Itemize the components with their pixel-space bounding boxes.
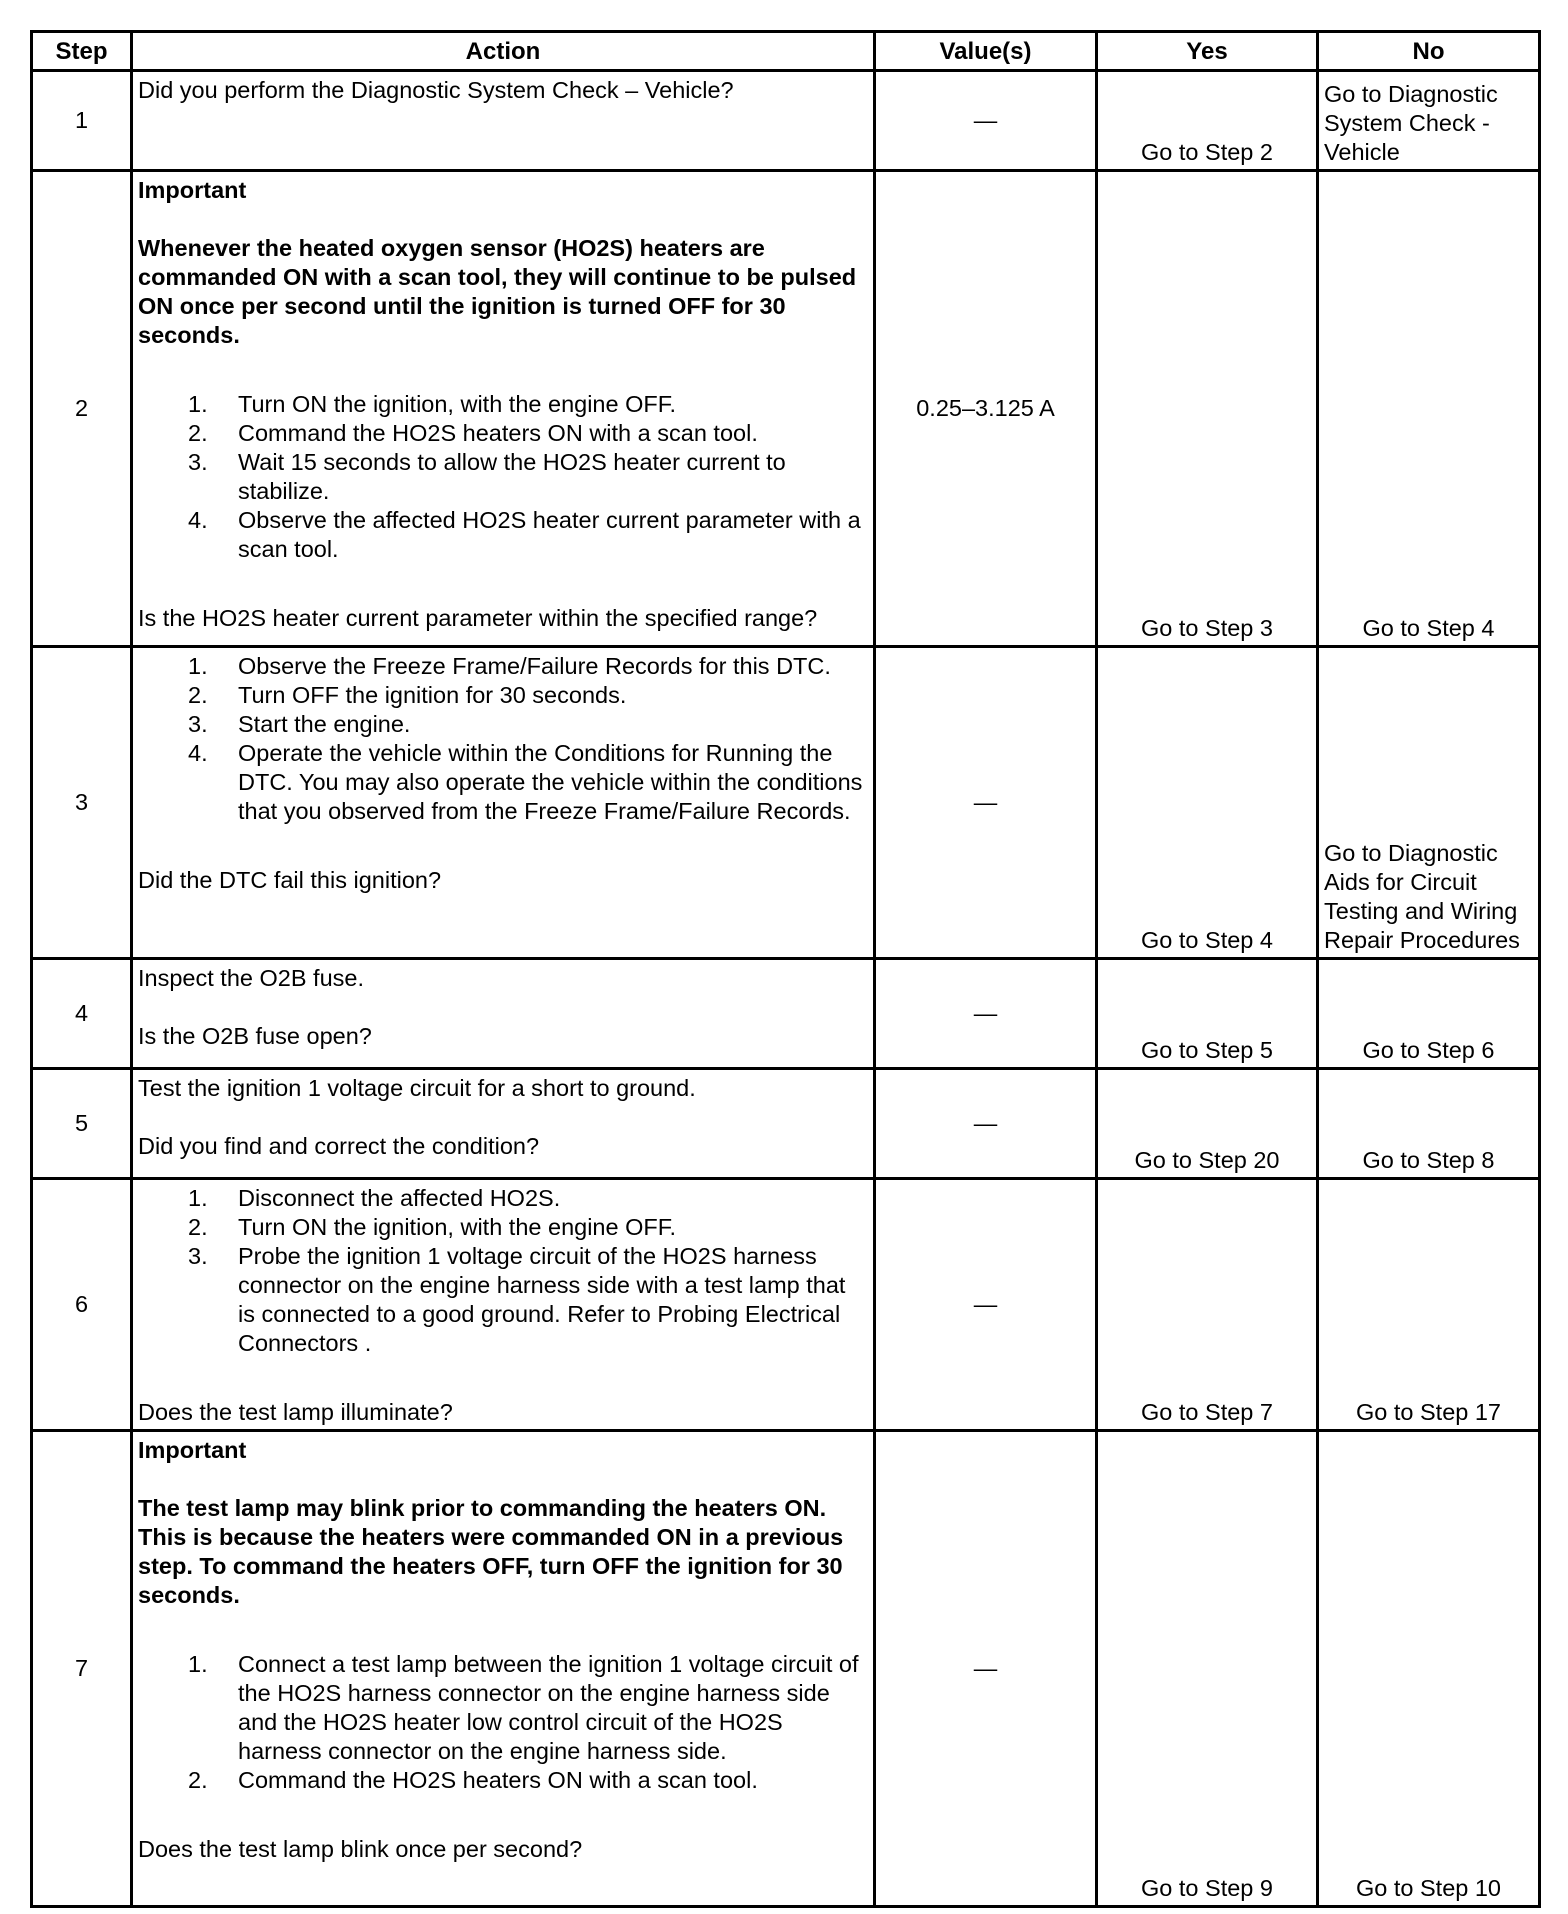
list-item: 3. Start the engine. bbox=[188, 711, 411, 737]
action-cell bbox=[132, 1069, 875, 1179]
action-cell bbox=[132, 71, 875, 171]
action-cell bbox=[132, 1179, 875, 1431]
action-cell bbox=[132, 171, 875, 647]
action-question: Does the test lamp illuminate? bbox=[138, 1399, 453, 1425]
yes-cell: Go to Step 20 bbox=[1097, 1069, 1318, 1179]
diagnostic-table bbox=[30, 30, 1541, 1908]
list-item: 2. Command the HO2S heaters ON with a scan tool. bbox=[188, 420, 758, 446]
important-text: Whenever the heated oxygen sensor (HO2S) heaters are commanded ON with a scan tool, they will continue to be pulsed ON once per second until the ignition is turned OFF for 30 seconds. bbox=[138, 235, 857, 348]
action-question: Is the O2B fuse open? bbox=[138, 1023, 372, 1049]
action-cell bbox=[132, 647, 875, 959]
step-list bbox=[138, 1650, 868, 1795]
action-question: Is the HO2S heater current parameter within the specified range? bbox=[138, 605, 818, 631]
step-number: 6 bbox=[32, 1179, 132, 1431]
action-text: Did you perform the Diagnostic System Check – Vehicle? bbox=[138, 77, 734, 103]
value-cell: — bbox=[875, 959, 1097, 1069]
step-list bbox=[138, 390, 868, 564]
important-text: The test lamp may blink prior to commanding the heaters ON. This is because the heaters were commanded ON in a previous step. To command the heaters OFF, turn OFF the ignition for 30 seconds. bbox=[138, 1495, 844, 1608]
no-cell: Go to Step 17 bbox=[1318, 1179, 1540, 1431]
list-item: 4. Observe the affected HO2S heater current parameter with a scan tool. bbox=[188, 507, 861, 562]
list-item: 3. Wait 15 seconds to allow the HO2S heater current to stabilize. bbox=[188, 449, 786, 504]
action-text: Inspect the O2B fuse. bbox=[138, 965, 364, 991]
header-step: Step bbox=[32, 32, 132, 71]
step-list bbox=[138, 1184, 868, 1358]
value-cell: 0.25–3.125 A bbox=[875, 171, 1097, 647]
table-row bbox=[32, 1179, 1540, 1431]
list-item: 2. Turn ON the ignition, with the engine OFF. bbox=[188, 1214, 677, 1240]
value-cell: — bbox=[875, 1069, 1097, 1179]
yes-cell: Go to Step 5 bbox=[1097, 959, 1318, 1069]
action-question: Does the test lamp blink once per second? bbox=[138, 1836, 583, 1862]
yes-cell: Go to Step 4 bbox=[1097, 647, 1318, 959]
header-values: Value(s) bbox=[875, 32, 1097, 71]
list-item: 1. Connect a test lamp between the ignition 1 voltage circuit of the HO2S harness connector on the engine harness side and the HO2S heater low control circuit of the HO2S harness connector on the engine harness side. bbox=[188, 1651, 859, 1764]
no-cell: Go to Step 10 bbox=[1318, 1431, 1540, 1907]
action-cell bbox=[132, 1431, 875, 1907]
step-number: 2 bbox=[32, 171, 132, 647]
table-row bbox=[32, 71, 1540, 171]
value-cell: — bbox=[875, 71, 1097, 171]
no-cell: Go to Step 6 bbox=[1318, 959, 1540, 1069]
step-number: 3 bbox=[32, 647, 132, 959]
no-cell: Go to Step 8 bbox=[1318, 1069, 1540, 1179]
value-cell: — bbox=[875, 647, 1097, 959]
step-number: 1 bbox=[32, 71, 132, 171]
yes-cell: Go to Step 3 bbox=[1097, 171, 1318, 647]
list-item: 2. Command the HO2S heaters ON with a scan tool. bbox=[188, 1767, 758, 1793]
list-item: 3. Probe the ignition 1 voltage circuit of the HO2S harness connector on the engine harness side with a test lamp that is connected to a good ground. Refer to Probing Electrical Connectors . bbox=[188, 1243, 846, 1356]
important-label: Important bbox=[138, 1437, 247, 1463]
value-cell: — bbox=[875, 1179, 1097, 1431]
table-row bbox=[32, 1431, 1540, 1907]
table-row bbox=[32, 1069, 1540, 1179]
action-question: Did you find and correct the condition? bbox=[138, 1133, 540, 1159]
yes-cell: Go to Step 7 bbox=[1097, 1179, 1318, 1431]
no-cell: Go to Diagnostic System Check - Vehicle bbox=[1318, 71, 1540, 171]
list-item: 1. Disconnect the affected HO2S. bbox=[188, 1185, 561, 1211]
table-row bbox=[32, 959, 1540, 1069]
no-cell: Go to Step 4 bbox=[1318, 171, 1540, 647]
action-text: Test the ignition 1 voltage circuit for a short to ground. bbox=[138, 1075, 696, 1101]
header-action: Action bbox=[132, 32, 875, 71]
yes-cell: Go to Step 2 bbox=[1097, 71, 1318, 171]
yes-cell: Go to Step 9 bbox=[1097, 1431, 1318, 1907]
step-number: 4 bbox=[32, 959, 132, 1069]
table-row bbox=[32, 171, 1540, 647]
step-number: 7 bbox=[32, 1431, 132, 1907]
header-yes: Yes bbox=[1097, 32, 1318, 71]
important-label: Important bbox=[138, 177, 247, 203]
value-cell: — bbox=[875, 1431, 1097, 1907]
header-no: No bbox=[1318, 32, 1540, 71]
step-number: 5 bbox=[32, 1069, 132, 1179]
no-cell: Go to Diagnostic Aids for Circuit Testing and Wiring Repair Procedures bbox=[1318, 647, 1540, 959]
list-item: 1. Observe the Freeze Frame/Failure Records for this DTC. bbox=[188, 653, 831, 679]
list-item: 2. Turn OFF the ignition for 30 seconds. bbox=[188, 682, 627, 708]
list-item: 1. Turn ON the ignition, with the engine OFF. bbox=[188, 391, 677, 417]
action-question: Did the DTC fail this ignition? bbox=[138, 867, 442, 893]
table-row bbox=[32, 647, 1540, 959]
action-cell bbox=[132, 959, 875, 1069]
list-item: 4. Operate the vehicle within the Conditions for Running the DTC. You may also operate the vehicle within the conditions that you observed from the Freeze Frame/Failure Records. bbox=[188, 740, 863, 824]
header-row bbox=[32, 32, 1540, 71]
step-list bbox=[138, 652, 868, 826]
